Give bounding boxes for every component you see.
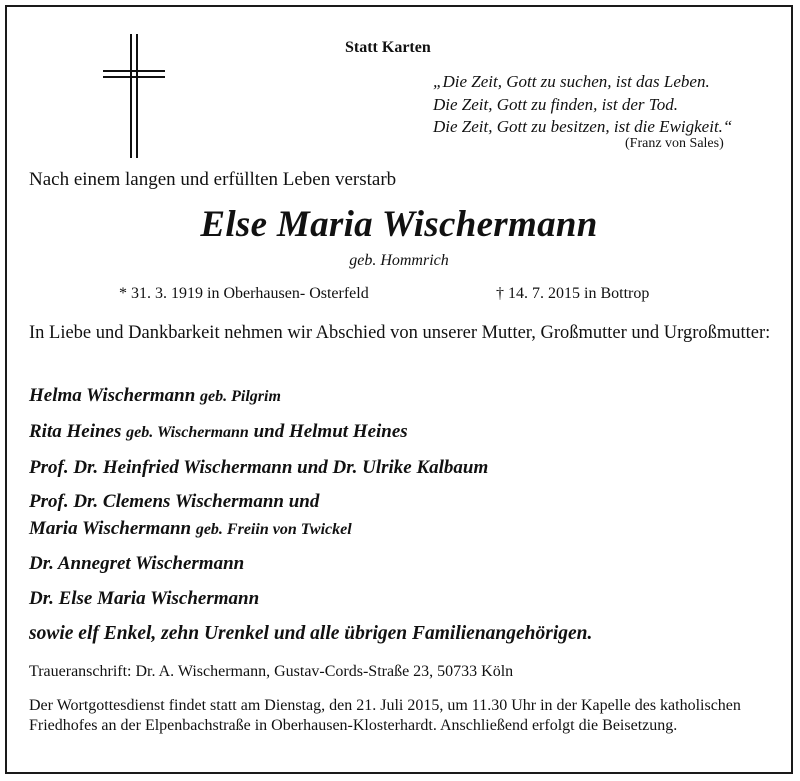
death-date: † 14. 7. 2015 in Bottrop — [496, 285, 650, 302]
family-member-birth-name: geb. Wischermann — [126, 424, 249, 441]
family-member-birth-name: geb. Freiin von Twickel — [195, 521, 352, 538]
family-member: Dr. Annegret Wischermann — [29, 553, 245, 574]
family-member — [29, 385, 281, 407]
family-member-birth-name: geb. Pilgrim — [200, 388, 281, 405]
family-others: sowie elf Enkel, zehn Urenkel und alle übrigen Familienangehörigen. — [29, 623, 593, 644]
quote-line: Die Zeit, Gott zu finden, ist der Tod. — [433, 94, 678, 114]
quote-line: Die Zeit, Gott zu besitzen, ist die Ewigkeit.“ — [433, 117, 733, 136]
family-member — [29, 518, 352, 540]
statt-karten-heading: Statt Karten — [345, 39, 431, 56]
family-member: Dr. Else Maria Wischermann — [29, 588, 260, 609]
family-member: Prof. Dr. Heinfried Wischermann und Dr. Ulrike Kalbaum — [29, 457, 489, 478]
farewell-text: In Liebe und Dankbarkeit nehmen wir Abschied von unserer Mutter, Großmutter und Urgroßmutter: — [29, 323, 771, 343]
service-details: Der Wortgottesdienst findet statt am Dienstag, den 21. Juli 2015, um 11.30 Uhr in der Kapelle des katholischen Friedhofes an der Elpenbachstraße in Oberhausen-Klosterhardt. Anschließend erfolgt die Beisetzung. — [29, 697, 741, 734]
cross-icon — [103, 34, 165, 158]
quote-source: (Franz von Sales) — [625, 136, 724, 151]
family-member-partner: und Helmut Heines — [253, 421, 408, 442]
family-member-name: Maria Wischermann — [29, 518, 192, 539]
quote-line: „Die Zeit, Gott zu suchen, ist das Leben. — [433, 72, 710, 91]
family-member-name: Helma Wischermann — [29, 385, 196, 406]
family-member — [29, 421, 408, 443]
deceased-name: Else Maria Wischermann — [200, 204, 598, 245]
family-member-name: Rita Heines — [29, 421, 122, 442]
mourning-address: Traueranschrift: Dr. A. Wischermann, Gustav-Cords-Straße 23, 50733 Köln — [29, 663, 514, 680]
birth-name: geb. Hommrich — [349, 252, 449, 269]
intro-text: Nach einem langen und erfüllten Leben verstarb — [29, 169, 397, 190]
birth-date: * 31. 3. 1919 in Oberhausen- Osterfeld — [119, 285, 369, 302]
quote — [433, 71, 732, 139]
family-member: Prof. Dr. Clemens Wischermann und — [29, 491, 320, 512]
obituary-notice — [5, 5, 793, 774]
